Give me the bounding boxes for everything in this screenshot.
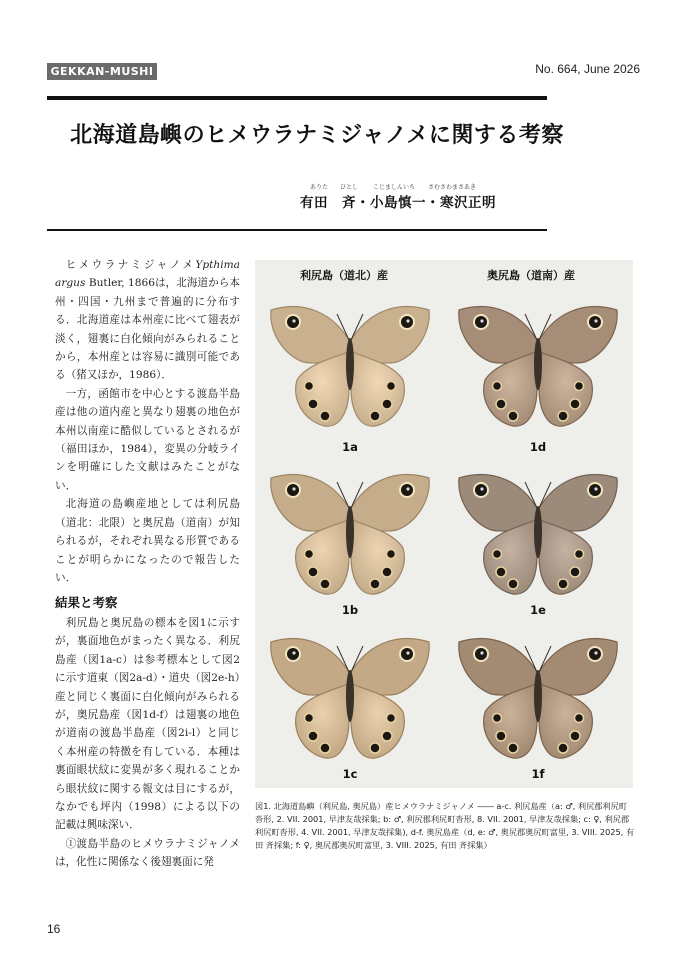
section-heading: 結果と考察: [55, 595, 118, 610]
specimen-label: 1f: [531, 767, 545, 781]
figure-caption: 図1. 北海道島嶼（利尻島, 奥尻島）産ヒメウラナミジャノメ ―― a-c. 利尻島産（a: ♂, 利尻郡利尻町沓形, 2. VII. 2001, 早津友哉採集; b: ♂, 利尻郡利尻町沓形, 8. VII. 2001, 早津友哉採集; c: ♀, 利尻郡利尻町沓形, 4. VII. 2001, 早津友哉採集), d-f. 奥尻島産（d, e: ♂, 奥尻郡奥尻町富里, 3. VIII. 2025, 有田 斉採集; f: ♀, 奥尻郡奥尻町富里, 3. VIII. 2025, 有田 斉採集）: [255, 801, 635, 850]
page-number: 16: [47, 922, 61, 936]
article-title: 北海道島嶼のヒメウラナミジャノメに関する考察: [70, 122, 564, 148]
author-block: [300, 182, 550, 211]
paragraph-2: 一方，函館市を中心とする渡島半島産は他の道内産と異なり翅裏の地色が本州以南産に酷似しているとされるが（福田ほか，1984），変異の分岐ラインを明確にした文献はみたことがない．: [55, 387, 240, 492]
ruby-kojima: こじましんいち: [373, 184, 416, 191]
specimen-label: 1e: [530, 603, 546, 617]
column-heading-okushiri: 奥尻島（道南）産: [487, 269, 575, 282]
journal-badge: GEKKAN-MUSHI: [47, 63, 157, 80]
paragraph-1: [55, 256, 240, 385]
paragraph-4: 利尻島と奥尻島の標本を図1に示すが，裏面地色がまったく異なる．利尻島産（図1a-c）は参考標本として図2に示す道東（図2a-d）・道央（図2e-h）産と同じく裏面に白化傾向がみられるが，奥尻島産（図1d-f）は翅裏の地色が道南の渡島半島産（図2i-l）と同じく本州産の特徴を有している．本種は裏面眼状紋に変異が多く現れることから眼状紋に関する報文は目にするが，なかでも坪内（1998）による以下の記載は興味深い．: [55, 617, 240, 832]
ruby-hitoshi: ひとし: [340, 184, 359, 191]
specimen-1e: [451, 460, 625, 625]
top-rule: [47, 96, 547, 100]
paragraph-5: ①渡島半島のヒメウラナミジャノメは，化性に関係なく後翅裏面に発: [55, 837, 240, 869]
specimen-1a: [263, 292, 437, 457]
specimen-1b: [263, 460, 437, 625]
specimen-1f: [451, 624, 625, 789]
body-intro: [55, 256, 240, 587]
author-names: 有田 斉・小島慎一・寒沢正明: [300, 195, 496, 211]
specimen-label: 1a: [342, 440, 358, 454]
column-heading-rishiri: 利尻島（道北）産: [300, 269, 388, 282]
butterfly-photo-1b: [263, 460, 437, 600]
figure-plate: [255, 260, 633, 788]
paragraph-3: 北海道の島嶼産地としては利尻島（道北：北限）と奥尻島（道南）が知られるが，それぞれ異なる形質であることが明らかになったので報告したい．: [55, 498, 240, 584]
specimen-1c: [263, 624, 437, 789]
specimen-label: 1c: [342, 767, 358, 781]
body-results: [55, 614, 240, 872]
p1-text-b: Butler, 1866は，北海道から本州・四国・九州まで普遍的に分布する．北海道産は本州産に比べて翅表が淡く，翅裏に白化傾向がみられることから，本州産とは容易に識別可能である（猪又ほか，1986）．: [55, 277, 240, 382]
issue-number: No. 664, June 2026: [535, 62, 640, 76]
butterfly-photo-1e: [451, 460, 625, 600]
species-name: Ypthima argus: [55, 259, 240, 290]
butterfly-photo-1c: [263, 624, 437, 764]
specimen-label: 1d: [529, 440, 547, 454]
author-ruby: [300, 182, 550, 191]
specimen-label: 1b: [341, 603, 359, 617]
specimen-1d: [451, 292, 625, 457]
p1-text-a: ヒメウラナミジャノメ: [65, 259, 196, 271]
butterfly-photo-1a: [263, 292, 437, 432]
butterfly-photo-1f: [451, 624, 625, 764]
butterfly-photo-1d: [451, 292, 625, 432]
ruby-arita: ありた: [310, 184, 329, 191]
ruby-samusawa: さむさわまさあき: [428, 184, 477, 191]
bottom-rule: [47, 229, 547, 231]
